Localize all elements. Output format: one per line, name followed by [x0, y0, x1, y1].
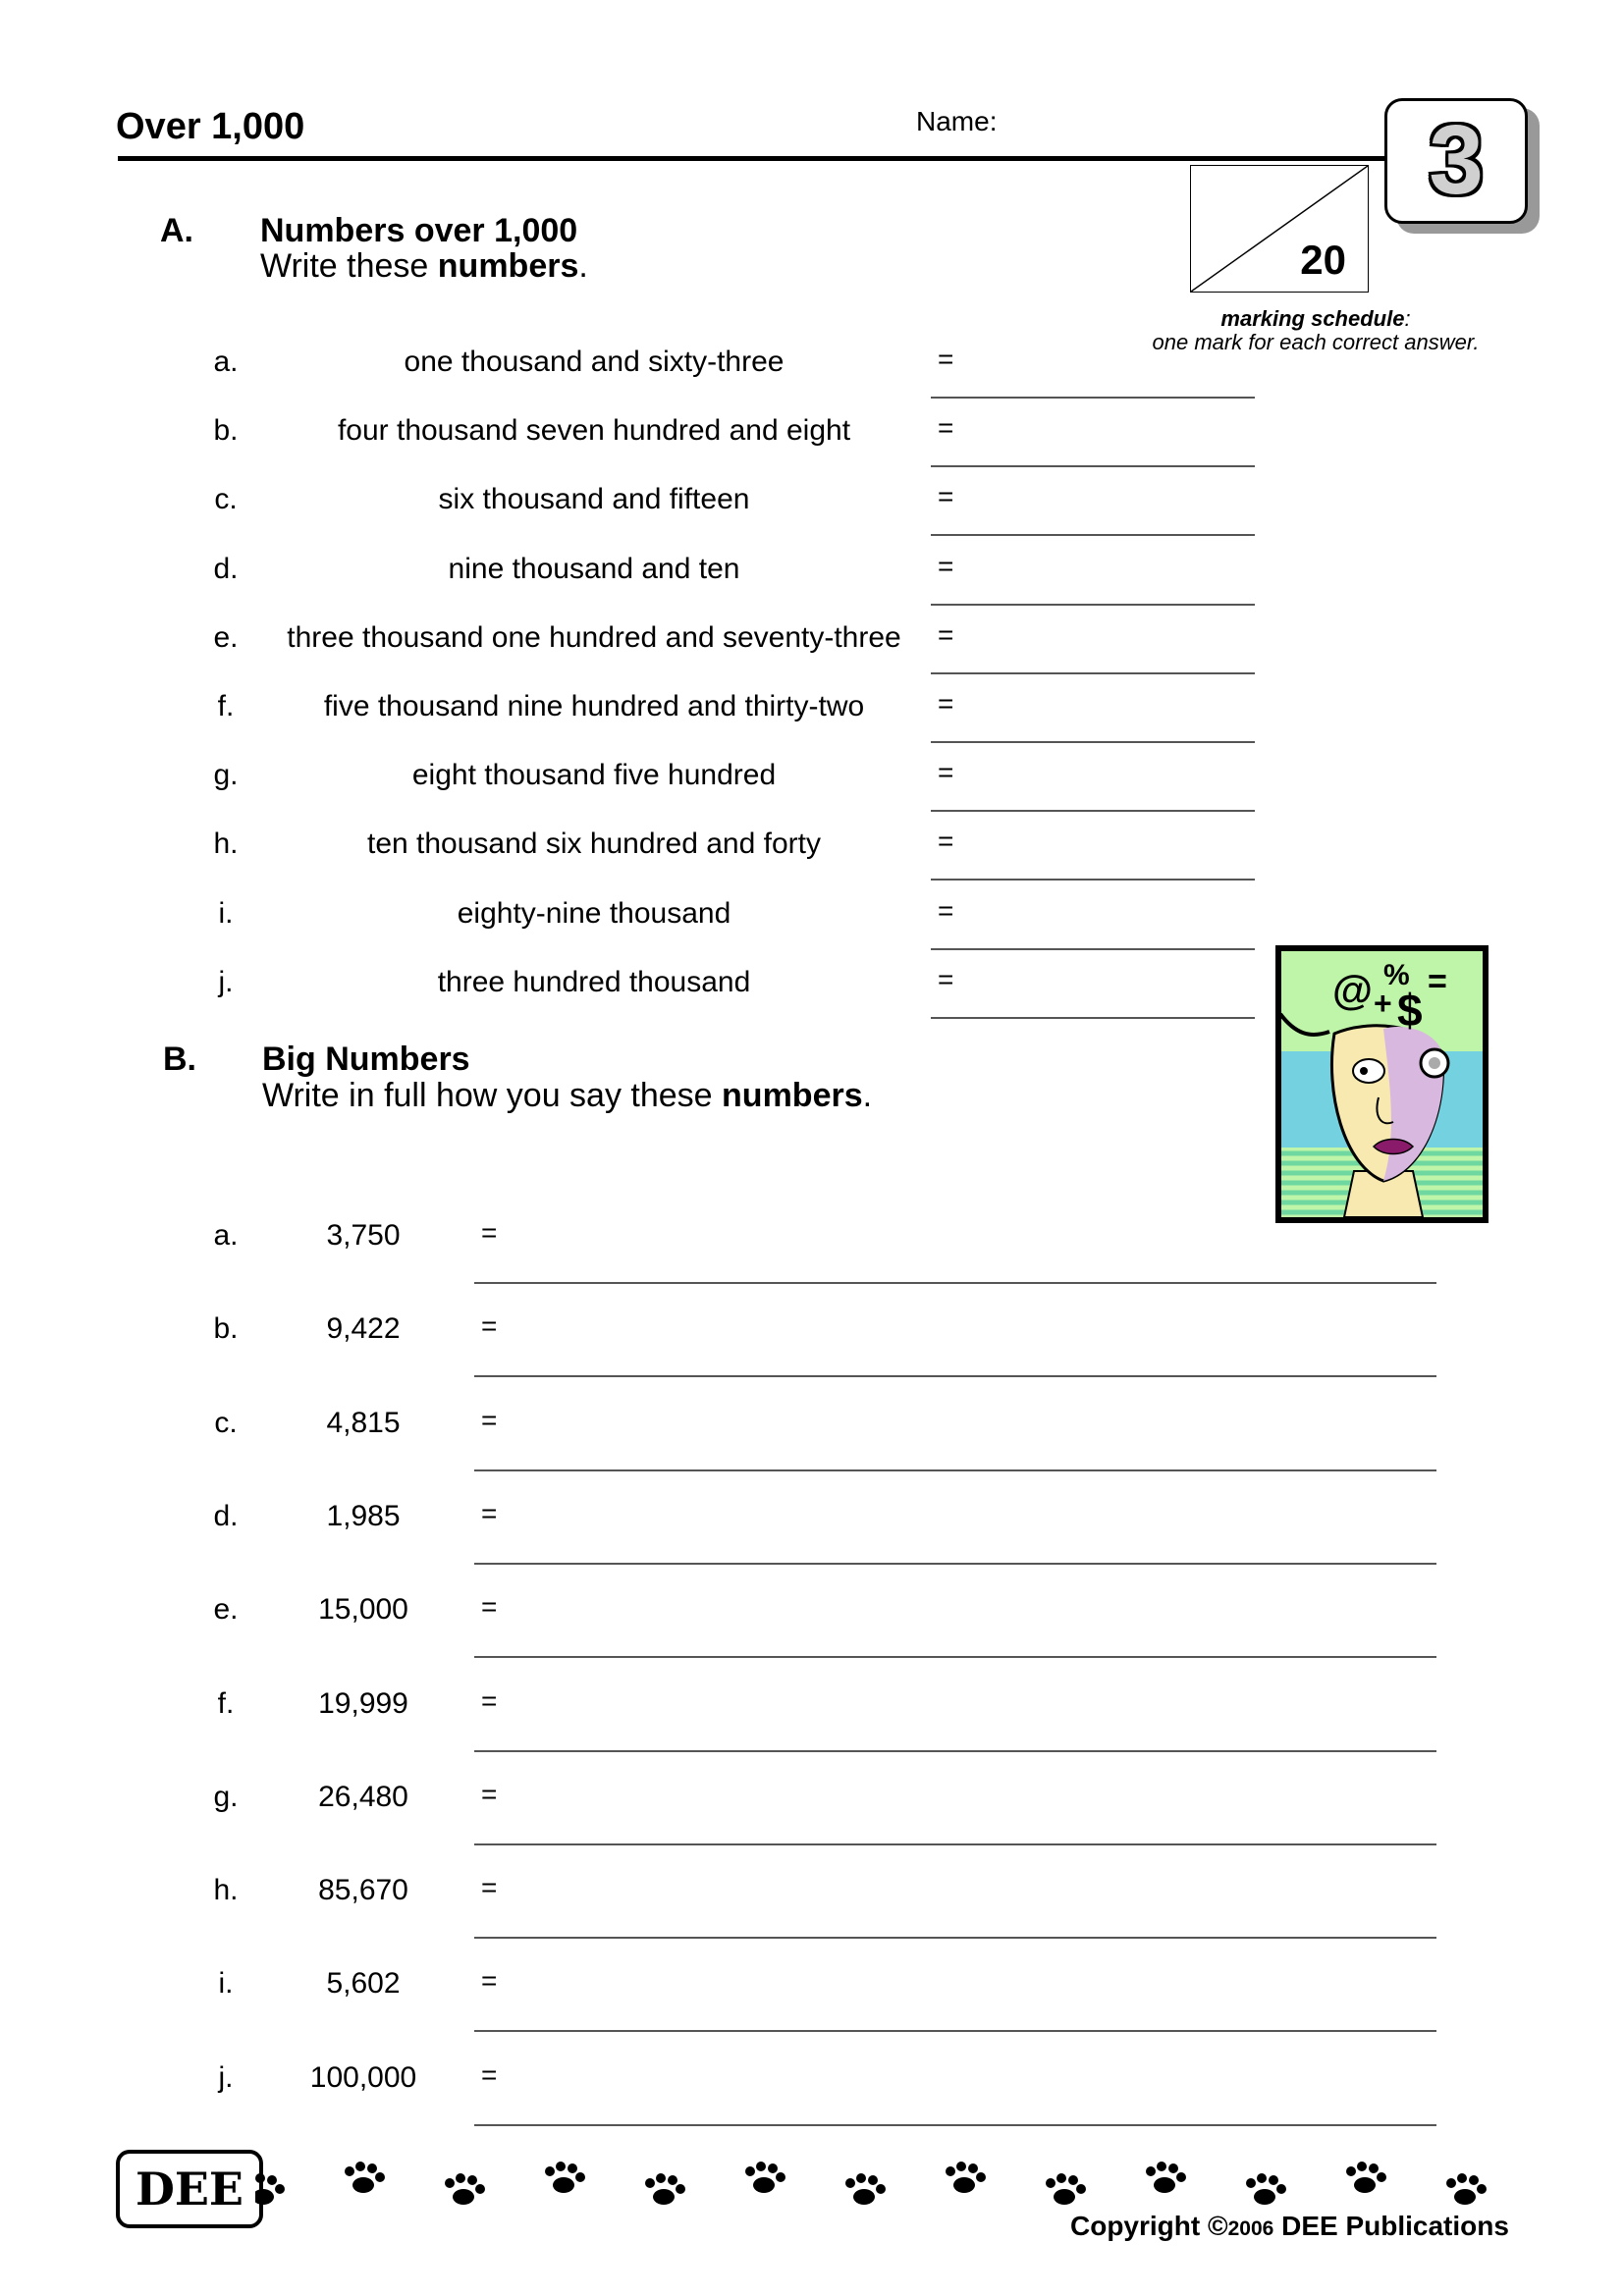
paw-print-icon	[745, 2162, 785, 2193]
equals-sign: =	[938, 894, 954, 926]
item-label: j.	[218, 2060, 234, 2094]
paw-print-icon	[545, 2162, 585, 2193]
instruction-text: Write in full how you say these	[262, 1077, 723, 1114]
section-a-heading: Numbers over 1,000	[260, 212, 578, 249]
item-number: 100,000	[309, 2060, 417, 2094]
instruction-period: .	[578, 247, 588, 285]
section-b-letter: B.	[163, 1041, 196, 1078]
section-a-letter: A.	[160, 212, 193, 249]
paw-print-icon	[1346, 2162, 1386, 2193]
item-number: 4,815	[326, 1406, 401, 1439]
equals-sign: =	[938, 963, 954, 994]
answer-line[interactable]	[474, 1843, 1436, 1845]
item-number: 1,985	[326, 1499, 401, 1532]
answer-line[interactable]	[474, 1375, 1436, 1377]
answer-line[interactable]	[931, 810, 1255, 812]
instruction-period: .	[862, 1077, 873, 1114]
paw-print-icon	[1046, 2173, 1086, 2205]
paw-print-icon	[845, 2173, 886, 2205]
paw-print-icon	[645, 2173, 685, 2205]
answer-line[interactable]	[474, 1750, 1436, 1752]
item-number: 3,750	[326, 1219, 401, 1252]
face-illustration	[1275, 945, 1489, 1223]
equals-sign: =	[481, 1872, 498, 1903]
section-b-instruction	[262, 1077, 872, 1115]
answer-line[interactable]	[474, 2124, 1436, 2126]
copyright-year: 2006	[1227, 2217, 1274, 2240]
equals-sign: =	[481, 1591, 498, 1623]
paw-print-icon	[255, 2173, 285, 2205]
copyright-publisher: DEE Publications	[1273, 2211, 1509, 2241]
marking-schedule-text: one mark for each correct answer.	[1152, 330, 1480, 354]
paw-print-icon	[1146, 2162, 1186, 2193]
item-label: h.	[213, 1874, 239, 1907]
answer-line[interactable]	[931, 948, 1255, 950]
item-label: j.	[218, 965, 234, 998]
item-label: f.	[217, 1686, 235, 1720]
item-label: f.	[217, 690, 235, 722]
answer-line[interactable]	[931, 741, 1255, 743]
answer-line[interactable]	[474, 1469, 1436, 1471]
item-words: ten thousand six hundred and forty	[367, 828, 821, 861]
clipart-at-symbol: @	[1332, 967, 1373, 1013]
copyright-prefix: Copyright ©	[1070, 2211, 1228, 2241]
equals-sign: =	[481, 1497, 498, 1528]
equals-sign: =	[938, 344, 954, 374]
clipart-dollar-symbol: $	[1397, 985, 1423, 1036]
equals-sign: =	[938, 618, 954, 650]
clipart-equals-symbol: =	[1428, 963, 1447, 1000]
section-a-instruction	[260, 247, 588, 286]
answer-line[interactable]	[474, 1937, 1436, 1939]
item-number: 19,999	[318, 1686, 408, 1720]
equals-sign: =	[938, 757, 954, 788]
answer-line[interactable]	[474, 1282, 1436, 1284]
paw-print-icon	[445, 2173, 485, 2205]
instruction-bold: numbers	[722, 1077, 863, 1114]
equals-sign: =	[938, 412, 954, 444]
item-label: c.	[214, 483, 238, 516]
instruction-bold: numbers	[437, 247, 579, 285]
item-label: a.	[213, 346, 239, 378]
equals-sign: =	[938, 688, 954, 719]
equals-sign: =	[481, 1778, 498, 1809]
equals-sign: =	[481, 1217, 498, 1248]
equals-sign: =	[481, 1310, 498, 1342]
answer-line[interactable]	[931, 879, 1255, 881]
item-label: i.	[218, 1967, 234, 2001]
page-title: Over 1,000	[116, 106, 305, 147]
item-label: g.	[213, 759, 239, 792]
copyright	[1070, 2211, 1509, 2242]
item-words: nine thousand and ten	[448, 552, 740, 585]
equals-sign: =	[481, 1684, 498, 1716]
item-label: i.	[218, 896, 234, 930]
item-words: eight thousand five hundred	[411, 759, 777, 792]
item-label: d.	[213, 1499, 239, 1532]
item-label: b.	[213, 414, 239, 448]
score-box	[1190, 165, 1369, 293]
item-number: 85,670	[318, 1874, 408, 1907]
equals-sign: =	[938, 550, 954, 581]
score-total: 20	[1300, 237, 1346, 283]
item-number: 5,602	[326, 1967, 401, 2001]
item-words: four thousand seven hundred and eight	[337, 414, 851, 448]
paw-print-icon	[345, 2162, 385, 2193]
equals-sign: =	[481, 1404, 498, 1435]
equals-sign: =	[481, 2058, 498, 2090]
item-label: h.	[213, 828, 239, 861]
item-words: five thousand nine hundred and thirty-two	[323, 690, 865, 722]
answer-line[interactable]	[931, 604, 1255, 606]
clipart-plus-symbol: +	[1374, 986, 1392, 1021]
answer-line[interactable]	[474, 2030, 1436, 2032]
answer-line[interactable]	[931, 1017, 1255, 1019]
paw-print-icon	[946, 2162, 986, 2193]
paw-print-icon	[1446, 2173, 1487, 2205]
item-label: d.	[213, 552, 239, 585]
item-words: eighty-nine thousand	[457, 896, 731, 930]
item-label: e.	[213, 620, 239, 654]
item-words: six thousand and fifteen	[438, 483, 750, 516]
marking-schedule-label	[1129, 306, 1502, 332]
item-number: 9,422	[326, 1312, 401, 1346]
math-face-clipart	[1275, 945, 1489, 1223]
sheet-number-badge	[1384, 98, 1528, 224]
dee-logo: DEE	[116, 2150, 263, 2228]
clipart-percent-symbol: %	[1383, 959, 1410, 991]
item-number: 26,480	[318, 1780, 408, 1813]
section-b-heading: Big Numbers	[262, 1041, 470, 1078]
marking-schedule-colon: :	[1404, 306, 1411, 331]
name-label: Name:	[916, 106, 998, 136]
answer-line[interactable]	[474, 1563, 1436, 1565]
item-label: a.	[213, 1219, 239, 1252]
answer-line[interactable]	[931, 534, 1255, 536]
answer-line[interactable]	[931, 465, 1255, 467]
equals-sign: =	[938, 826, 954, 857]
item-words: three hundred thousand	[437, 965, 751, 998]
item-label: b.	[213, 1312, 239, 1346]
header-rule	[118, 156, 1384, 161]
equals-sign: =	[481, 1965, 498, 1997]
item-words: one thousand and sixty-three	[404, 346, 785, 378]
answer-line[interactable]	[931, 672, 1255, 674]
item-label: e.	[213, 1593, 239, 1627]
item-label: g.	[213, 1780, 239, 1813]
sheet-number: 3	[1429, 105, 1484, 215]
answer-line[interactable]	[931, 397, 1255, 399]
instruction-text: Write these	[260, 247, 438, 285]
item-number: 15,000	[318, 1593, 408, 1627]
item-label: c.	[214, 1406, 238, 1439]
item-words: three thousand one hundred and seventy-three	[287, 620, 901, 654]
paw-print-icon	[1246, 2173, 1286, 2205]
paw-print-trail	[255, 2158, 1522, 2216]
equals-sign: =	[938, 481, 954, 512]
answer-line[interactable]	[474, 1656, 1436, 1658]
marking-schedule-title: marking schedule	[1220, 306, 1405, 331]
